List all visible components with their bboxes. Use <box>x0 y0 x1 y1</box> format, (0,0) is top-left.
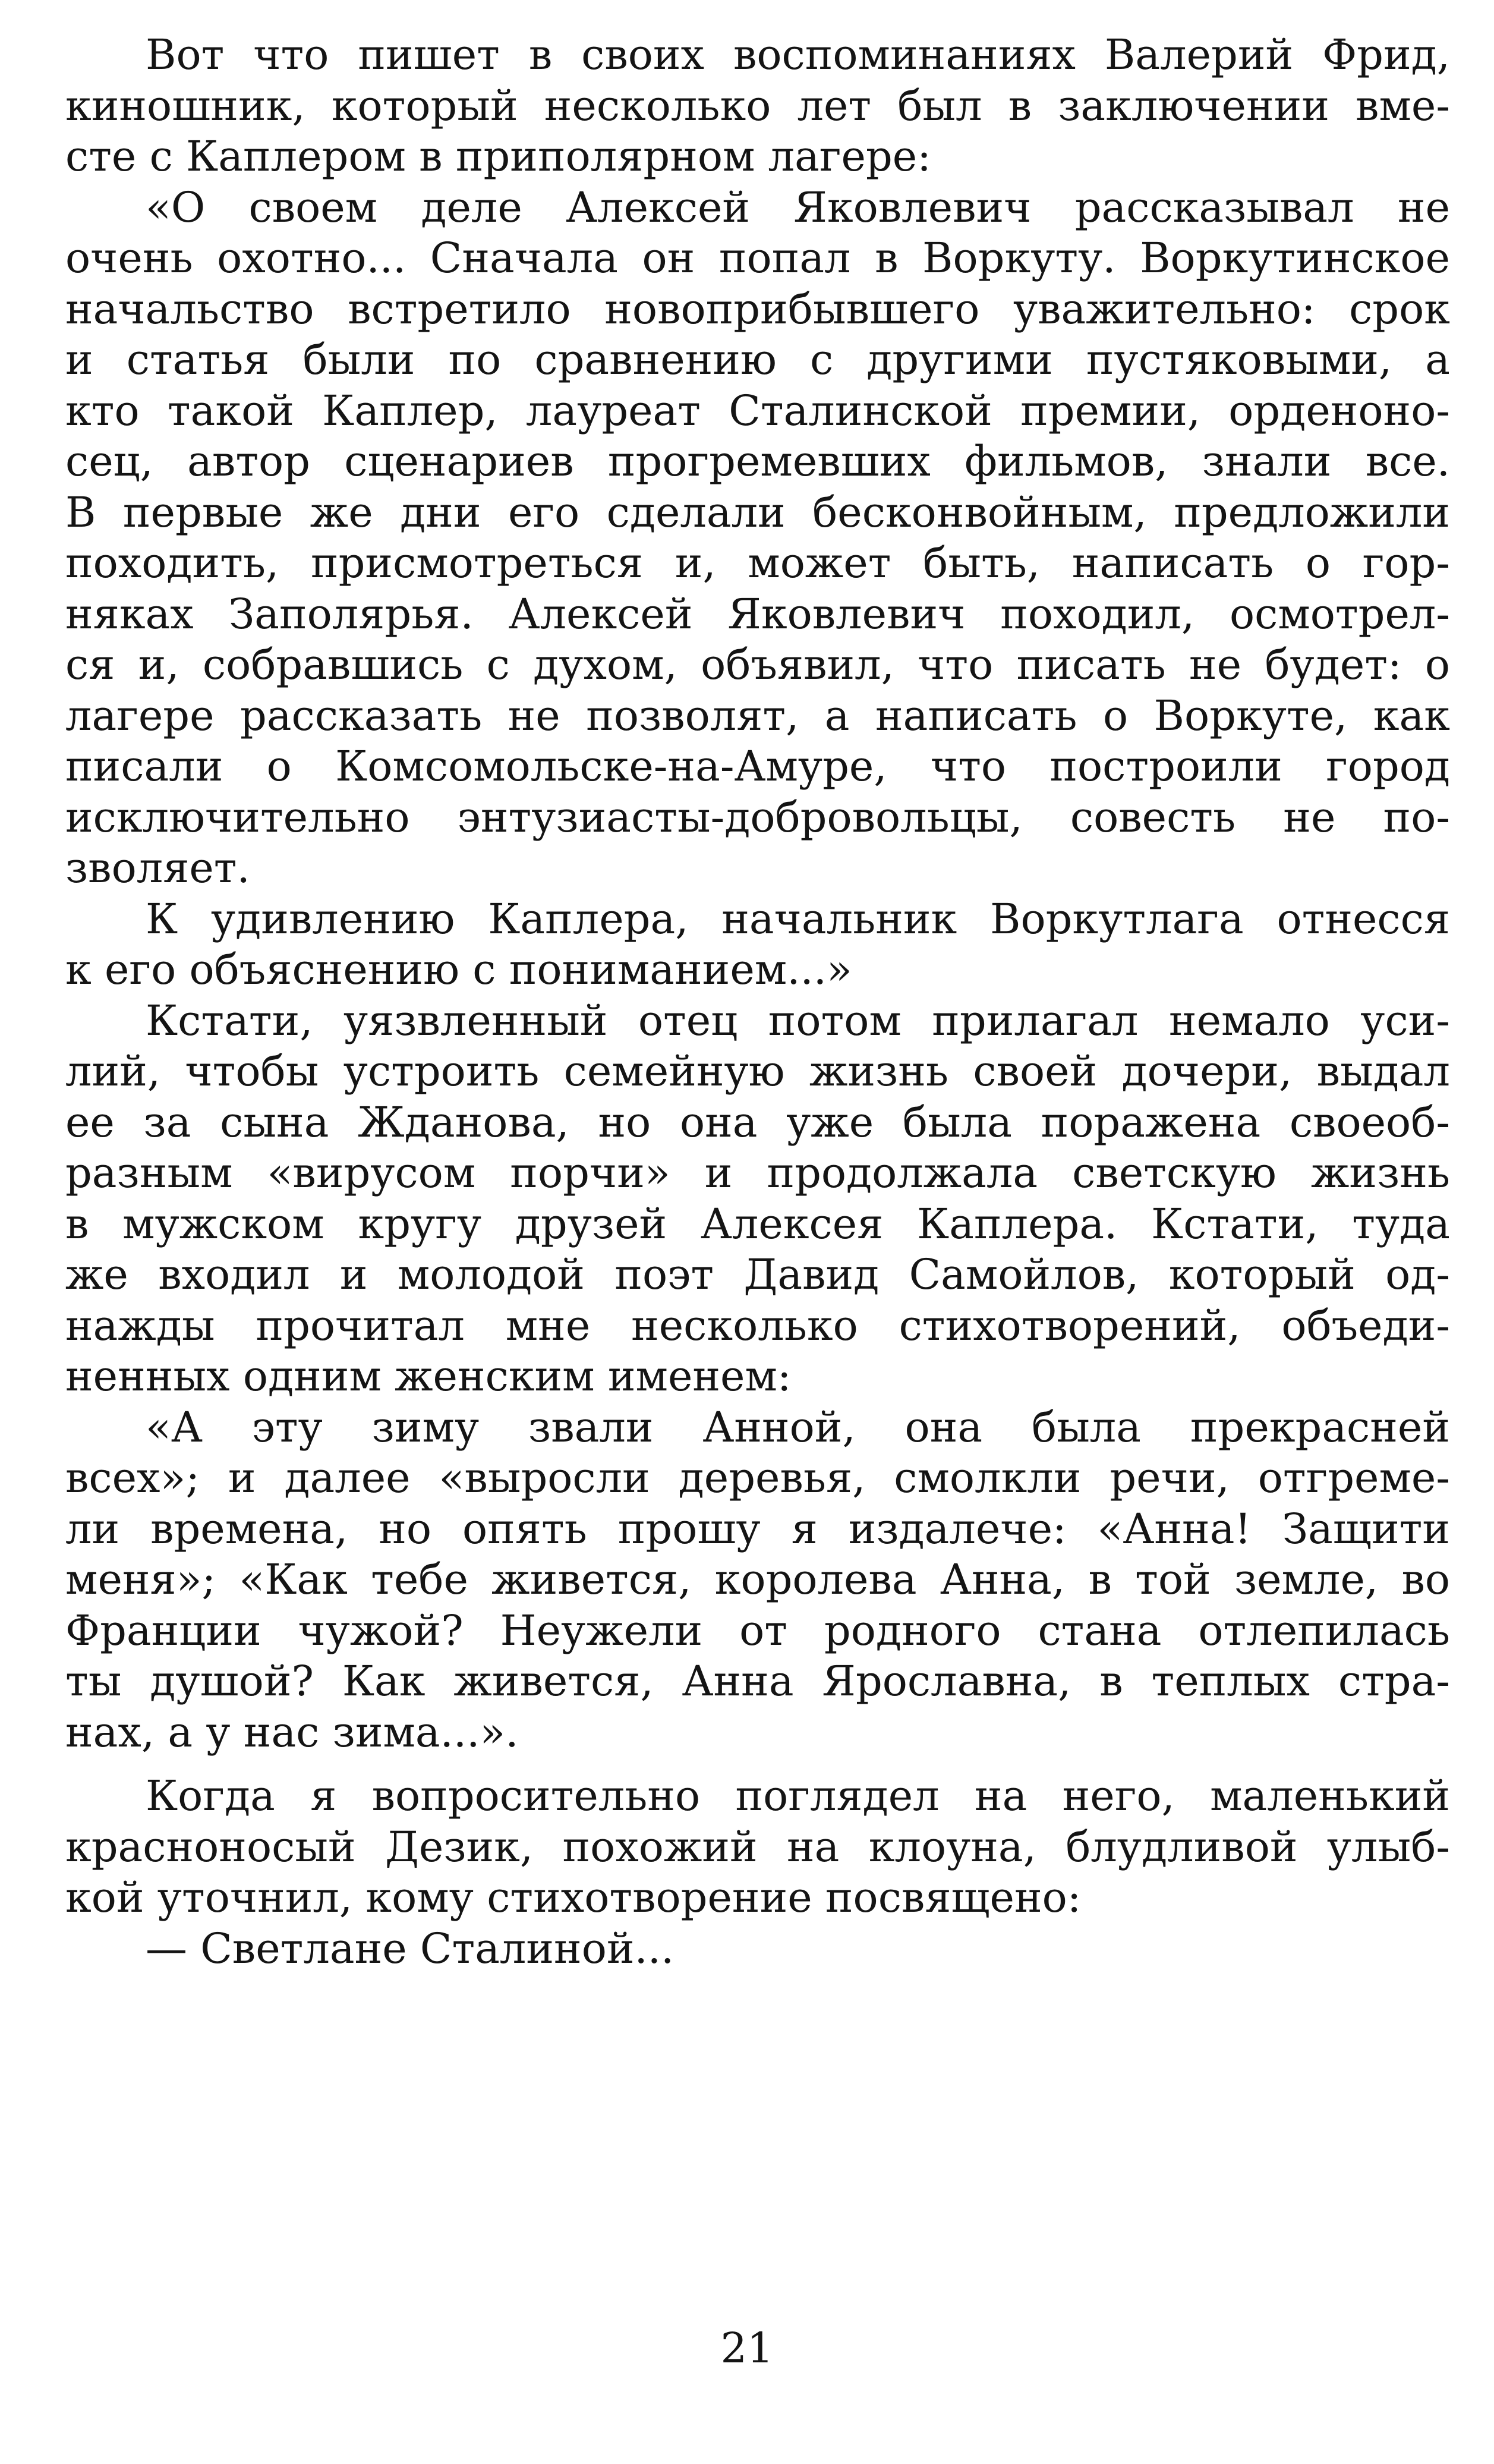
body-text <box>65 30 1450 1974</box>
text-line: ты душой? Как живется, Анна Ярославна, в теплых стра- <box>65 1657 1450 1705</box>
text-line: — Светлане Сталиной... <box>146 1924 674 1973</box>
text-line: меня»; «Как тебе живется, королева Анна, в той земле, во <box>65 1555 1450 1604</box>
text-line: очень охотно... Сначала он попал в Воркуту. Воркутинское <box>65 234 1450 282</box>
text-line: Вот что пишет в своих воспоминаниях Валерий Фрид, <box>146 30 1450 79</box>
text-line: киношник, который несколько лет был в заключении вме- <box>65 81 1450 130</box>
text-line: няках Заполярья. Алексей Яковлевич походил, осмотрел- <box>65 589 1450 638</box>
text-line: походить, присмотреться и, может быть, написать о гор- <box>65 539 1450 587</box>
text-line: нах, а у нас зима...». <box>65 1707 519 1757</box>
text-line: сте с Каплером в приполярном лагере: <box>65 132 931 181</box>
text-line: всех»; и далее «выросли деревья, смолкли речи, отгреме- <box>65 1453 1450 1502</box>
text-line: разным «вирусом порчи» и продолжала светскую жизнь <box>65 1148 1450 1197</box>
text-line: «А эту зиму звали Анной, она была прекрасней <box>146 1402 1450 1452</box>
text-line: В первые же дни его сделали бесконвойным, предложили <box>65 487 1450 537</box>
text-line: ее за сына Жданова, но она уже была поражена своеоб- <box>65 1097 1450 1147</box>
text-line: ся и, собравшись с духом, объявил, что писать не будет: о <box>65 640 1450 689</box>
text-line: Когда я вопросительно поглядел на него, маленький <box>146 1771 1450 1820</box>
text-line: красноносый Дезик, похожий на клоуна, блудливой улыб- <box>65 1822 1450 1871</box>
text-line: сец, автор сценариев прогремевших фильмов, знали все. <box>65 437 1450 486</box>
text-line: «О своем деле Алексей Яковлевич рассказывал не <box>146 182 1450 232</box>
text-line: К удивлению Каплера, начальник Воркутлага отнесся <box>146 894 1450 943</box>
text-line: исключительно энтузиасты-добровольцы, совесть не по- <box>65 792 1450 842</box>
text-line: к его объяснению с пониманием...» <box>65 945 852 994</box>
text-line: же входил и молодой поэт Давид Самойлов, который од- <box>65 1250 1450 1299</box>
text-line: писали о Комсомольске-на-Амуре, что построили город <box>65 742 1450 791</box>
text-line: нажды прочитал мне несколько стихотворений, объеди- <box>65 1301 1450 1350</box>
text-line: ли времена, но опять прошу я издалече: «Анна! Защити <box>65 1504 1450 1553</box>
text-line: в мужском кругу друзей Алексея Каплера. Кстати, туда <box>65 1199 1450 1248</box>
text-line: зволяет. <box>65 844 250 892</box>
text-line: ненных одним женским именем: <box>65 1352 792 1401</box>
text-line: кто такой Каплер, лауреат Сталинской премии, орденоно- <box>65 386 1450 435</box>
text-line: Франции чужой? Неужели от родного стана отлепилась <box>65 1606 1450 1655</box>
text-line: и статья были по сравнению с другими пустяковыми, а <box>65 335 1450 384</box>
text-line: кой уточнил, кому стихотворение посвящено: <box>65 1873 1082 1922</box>
page-number: 21 <box>720 2324 774 2372</box>
text-line: лагере рассказать не позволят, а написать о Воркуте, как <box>65 691 1450 740</box>
text-line: Кстати, уязвленный отец потом прилагал немало уси- <box>146 996 1450 1045</box>
text-line: лий, чтобы устроить семейную жизнь своей дочери, выдал <box>65 1047 1450 1096</box>
text-line: начальство встретило новоприбывшего уважительно: срок <box>65 284 1450 333</box>
